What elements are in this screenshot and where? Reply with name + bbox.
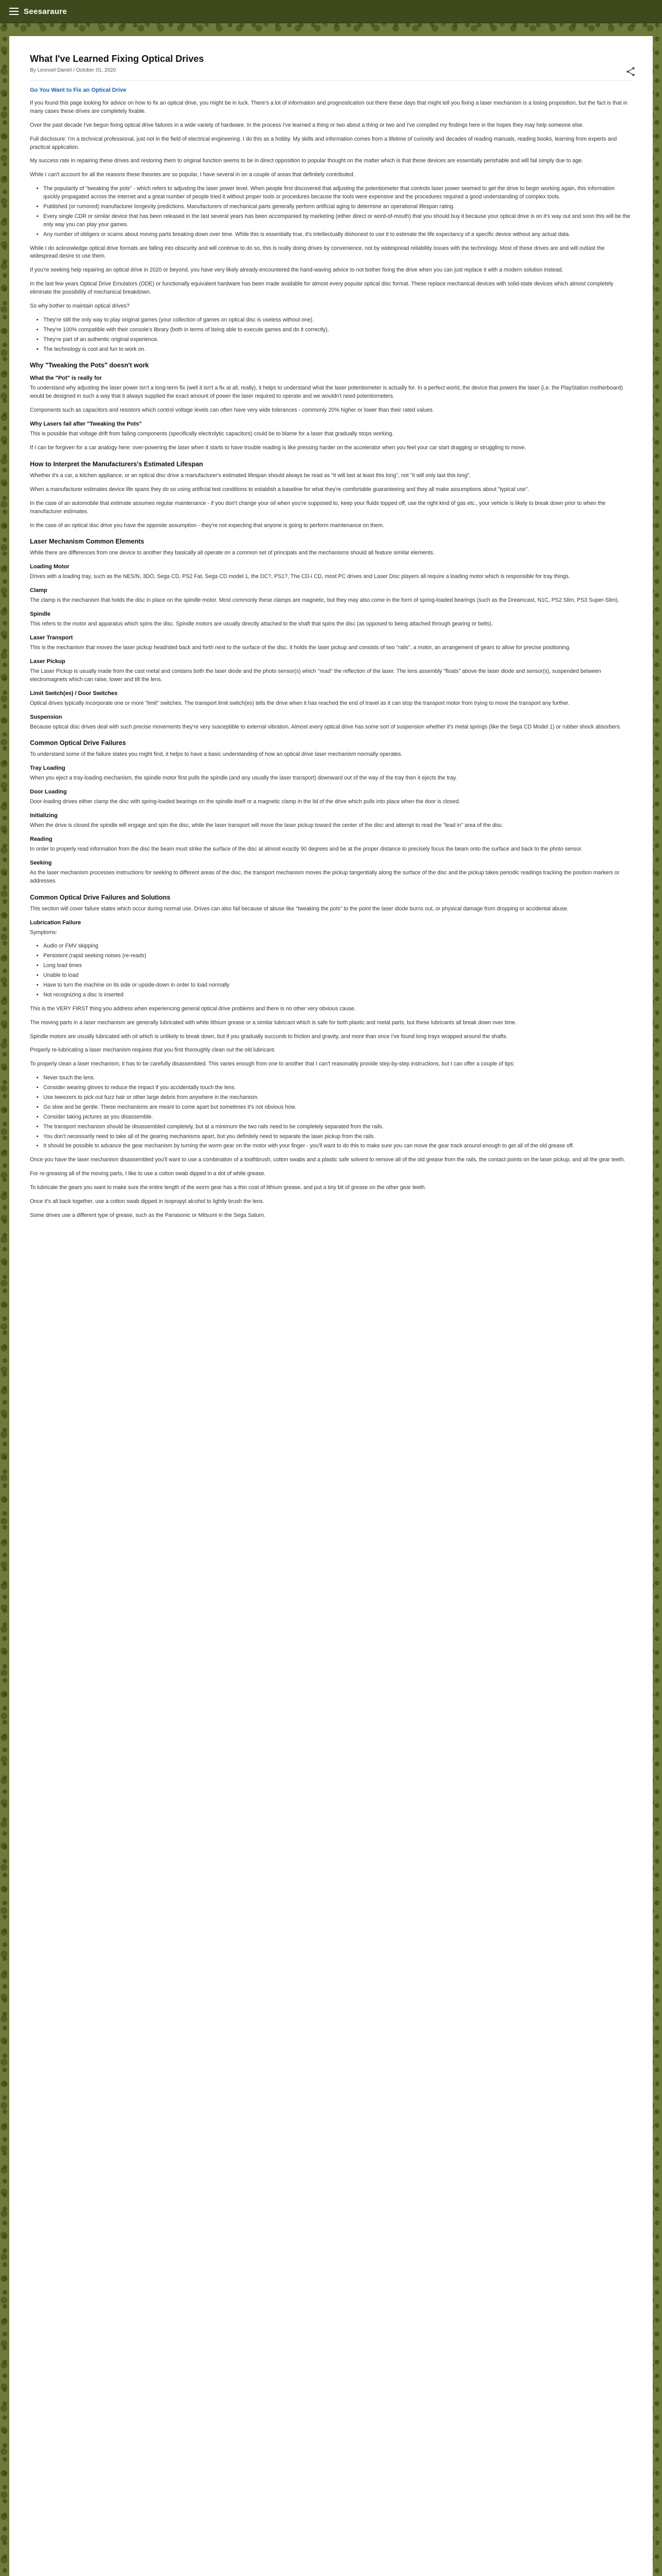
list-item: • Unable to load [43, 972, 632, 980]
subsection-heading: What the "Pot" is really for [30, 375, 102, 382]
subsection-heading: Seeking [30, 859, 52, 866]
paragraph: Once it's all back together, use a cotton swab dipped in isopropyl alcohol to lightly brush the lens. [30, 1198, 264, 1205]
list-item: • Never touch the lens. [43, 1074, 632, 1082]
symptoms-list [30, 942, 632, 999]
menu-icon[interactable] [9, 8, 19, 15]
site-logo[interactable]: Seesaraure [24, 7, 67, 16]
paragraph: This section will cover failure states which occur during normal use. Drives can also fail because of abuse like "tweaking the pots" to the point the laser diode burns out, or physical damage from dropping or accidental abuse. [30, 905, 569, 912]
list-item: • They're part of an authentic original experience. [43, 336, 632, 344]
list-item: • Audio or FMV skipping [43, 942, 632, 951]
subsection-heading: Reading [30, 836, 53, 842]
paragraph: For re-greasing all of the moving parts, I like to use a cotton swab dipped in a dot of white grease. [30, 1171, 266, 1177]
paragraph: Symptoms: [30, 929, 57, 936]
section-heading: Common Optical Drive Failures [30, 739, 126, 747]
subsection-heading: Tray Loading [30, 765, 65, 772]
subsection-heading: Door Loading [30, 789, 67, 795]
paragraph: The Laser Pickup is usually made from the cast metal and contains both the laser diode and the photo sensor(s) which "read" the reflection of the laser. The lens assembly "floats" above the laser diode and sensor(s), suspended between electromagnets which can raise, lower and tilt the lens. [30, 668, 601, 683]
subsection-heading: Why Lasers fail after "Tweaking the Pots" [30, 421, 142, 428]
section-heading: Why "Tweaking the Pots" doesn't work [30, 362, 149, 369]
list-item: • The transport mechanism should be disassembled completely, but at a minimum the two rails need to be completely separated from the rails. [43, 1123, 632, 1131]
list-item: • Published (or rumored) manufacturer longevity predictions. Manufacturers of mechanical parts generally perform artificial aging to determine an operational lifespan rating. [43, 203, 632, 211]
article-meta: By Leonoel Daniel / October 01, 2020 [30, 67, 116, 73]
list-item: • They're 100% compatible with their console's library (both in terms of being able to execute games and do it correctly). [43, 326, 632, 334]
paragraph: The clamp is the mechanism that holds the disc in place on the spindle motor. Most commonly these clamps are magnetic, but they may also come in the form of spring-loaded bearings (such as the Dreamcast, N1C, PS2 Slim, PS3 Super-Slim). [30, 597, 619, 604]
paragraph: While there are differences from one device to another they basically all operate on a common set of principals and the mechanisms should all feature similar elements. [30, 550, 435, 556]
subsection-heading: Laser Pickup [30, 658, 65, 665]
paragraph: As the laser mechanism processes instructions for seeking to different areas of the disc, the transport mechanism moves the pickup tangentially along the surface of the disc and the pickup takes periodic readings tracking the position markers or addresses. [30, 869, 620, 884]
subsection-heading: Lubrication Failure [30, 919, 81, 926]
paragraph: To understand some of the failure states you might find, it helps to have a basic understanding of how an optical drive laser mechanism normally operates. [30, 751, 403, 758]
list-item: • Long load times [43, 962, 632, 970]
subsection-heading: Laser Transport [30, 634, 73, 641]
section-heading: Laser Mechanism Common Elements [30, 538, 144, 546]
list-item: • Consider wearing gloves to reduce the impact if you accidentally touch the lens. [43, 1084, 632, 1092]
why-list [30, 316, 632, 354]
paragraph: Once you have the laser mechanism disassembled you'll want to use a combination of a toothbrush, cotton swabs and a plastic safe solvent to remove all of the old grease from the rails, the contact points on the laser pickup, and all the gear teeth. [30, 1157, 625, 1163]
subsection-heading: Loading Motor [30, 564, 70, 570]
paragraph: Over the past decade I've begun fixing optical drive failures in a wide variety of hardware. In the process I've learned a thing or two about a thing or two and I've compiled my findings here in the hopes they may help someone else. [30, 122, 584, 128]
list-item: • You don't necessarily need to take all of the gearing mechanisms apart, but you definitely need to separate the laser pickup from the rails. [43, 1133, 632, 1141]
paragraph: If you're seeking help repairing an optical drive in 2020 or beyond, you have very likely already encountered the hand-waving advice to not bother fixing the drive when you can just replace it with a modern solution instead. [30, 267, 564, 274]
section-heading: How to Interpret the Manufacturers's Estimated Lifespan [30, 460, 203, 468]
list-item: • It should be possible to advance the gear mechanism by turning the worm gear on the motor with your finger - you'll want to do this to make sure you can move the gear track around enough to get all of the old grease off. [43, 1142, 632, 1150]
paragraph: When a manufacturer estimates device life spans they do so using artificial test conditions to establish a baseline for what they're comfortable guaranteeing and they all make assumptions about "typical use". [30, 486, 529, 493]
list-item: • They're still the only way to play original games (your collection of games on optical disc is useless without one). [43, 316, 632, 325]
paragraph: If I can be forgiven for a car analogy here: over-powering the laser when it starts to have trouble reading is like pressing harder on the accelerator when you feel your car start dragging or struggling to move. [30, 445, 526, 451]
paragraph: So why bother to maintain optical drives? [30, 303, 130, 310]
paragraph: Optical drives typically incorporate one or more "limit" switches. The transport limit switch(es) tells the drive when it has reached the end of travel as it can stop the transport motor from trying to move the transport any further. [30, 700, 570, 706]
paragraph: This is the mechanism that moves the laser pickup head/sled back and forth next to the surface of the disc. It holds the laser pickup and consists of two "rails", a motor, an arrangement of gears to allow for precise positioning. [30, 644, 571, 651]
paragraph: While I do acknowledge optical drive formats are falling into obscurity and will continue to do so, this is really doing drives by convenience, not by widespread reliability issues with the technology. Most of these drives are and will outlast the widespread desire to use them. [30, 245, 605, 260]
site-header [0, 0, 662, 23]
subsection-heading: Initializing [30, 812, 58, 819]
list-item: • Not recognizing a disc is inserted [43, 991, 632, 999]
subsection-heading: Clamp [30, 587, 47, 594]
paragraph: The moving parts in a laser mechanism are generally lubricated with white lithium grease or a similar lubricant which is safe for both plastic and metal parts, but these lubricants all break down over time. [30, 1019, 517, 1026]
subsection-heading: Spindle [30, 611, 51, 618]
list-item: • Every single CDR or similar device that has been released in the last several years has been accompanied by marketing (either direct or word-of-mouth) that you should buy it because your optical drive is on it's way out and soon this will be the only way you can play your games. [43, 213, 632, 229]
paragraph: To lubricate the gears you want to make sure the entire length of the worm gear has a thin coat of lithium grease, and put a tiny bit of grease on the other gear teeth. [30, 1184, 426, 1191]
paragraph: This is possible that voltage drift from failing components (specifically electrolytic capacitors) could be to blame for a laser that gradually stops working. [30, 431, 394, 437]
list-item: • Have to turn the machine on its side or upside-down in order to load normally [43, 981, 632, 990]
list-item: • The popularity of "tweaking the pots" - which refers to adjusting the laser power level. When people first discovered that adjusting the potentiometer that controls laser power seemed to get the drive to begin working again, this information quickly propagated across the internet and a great number of people tried it without proper tools or procedures because the tools were expensive and the procedures required a good understanding of complex tools. [43, 185, 632, 201]
paragraph: While I can't account for all the reasons these theories are so popular, I have several in on a couple of areas that definitely contributed. [30, 172, 355, 178]
list-item: • Go slow and be gentle. These mechanisms are meant to come apart but sometimes it's not obvious how. [43, 1104, 632, 1112]
reasons-list [30, 185, 632, 239]
paragraph: Spindle motors are usually lubricated with oil which is unlikely to break down, but if you gradually succumb to friction and gravity, and more than once I've found long trays wrapped around the shafts. [30, 1033, 508, 1040]
share-icon[interactable] [625, 66, 636, 77]
article-card [9, 36, 653, 2576]
paragraph: To understand why adjusting the laser power isn't a long-term fix (well it isn't a fix at all, really), it helps to understand what the laser potentiometer is actually for. In a perfect world, the device that powers the laser (i.e. the PlayStation motherboard) would be designed in such a way that it always supplied the exact amount of power the laser required to operate and we wouldn't need potentiometers. [30, 385, 623, 400]
paragraph: In order to properly read information from the disc the beam must strike the surface of the disc at almost exactly 90 degrees and be at the proper distance to precisely focus the beam onto the surface and back to the photo sensor. [30, 845, 583, 852]
paragraph: In the last few years Optical Drive Emulators (ODE) or functionally equivalent hardware has been made available for almost every popular optical disc format. These replace mechanical devices with solid-state devices which almost completely eliminate the possibility of mechanical breakdown. [30, 281, 614, 296]
paragraph: When the drive is closed the spindle will engage and spin the disc, while the laser transport will move the laser pickup toward the center of the disc and attempt to read the "lead in" area of the disc. [30, 822, 504, 829]
paragraph: My success rate in repairing these drives and restoring them to original function seems to be in direct opposition to popular thought on the matter which is that these devices are essentially perishable and will fail simply due to age. [30, 158, 583, 164]
paragraph: In the case of an automobile that estimate assumes regular maintenance - if you don't change your oil when you're supposed to, keep your fluids topped off, use the right kind of gas etc., your vehicle is likely to break down prior to when the manufacturer estimates. [30, 500, 606, 515]
list-item: • Use tweezers to pick out fuzz hair or other large debris from anywhere in the mechanism. [43, 1094, 632, 1102]
paragraph: When you eject a tray-loading mechanism, the spindle motor first pulls the spindle (and any usually the laser transport) downward out of the way of the tray then it ejects the tray. [30, 775, 457, 782]
tips-list [30, 1074, 632, 1150]
toc-link[interactable]: Go You Want to Fix an Optical Drive [30, 87, 126, 93]
list-item: • The technology is cool and fun to work on. [43, 346, 632, 354]
paragraph: Some drives use a different type of grease, such as the Panasonic or Mitsumi in the Sega Saturn. [30, 1212, 266, 1218]
paragraph: Door-loading drives either clamp the disc with spring-loaded bearings on the spindle itself or a magnetic clamp in the lid of the drive which pulls into place when the door is closed. [30, 799, 460, 805]
list-item: • Any number of obligers or scams about moving parts breaking down over time. While this is essentially true, it's intellectually dishonest to use it to estimate the life expectancy of a specific device without any actual data. [43, 231, 632, 239]
paragraph: If you found this page looking for advice on how to fix an optical drive, you might be in luck. There's a lot of information and prognostication out there these days that might tell you fixing a laser mechanism is a losing proposition, but the fact is that in many cases these drives are completely fixable. [30, 100, 627, 114]
paragraph: Whether it's a car, a kitchen appliance, or an optical disc drive a manufacturer's estimated lifespan should always be read as "it will last at least this long", not "it will only last this long". [30, 472, 471, 479]
list-item: • Consider taking pictures as you disassemble. [43, 1113, 632, 1122]
paragraph: Components such as capacitors and resistors which control voltage levels can often have very wide tolerances - commonly 20% higher or lower than their rated values. [30, 407, 434, 414]
paragraph: Full disclosure: I'm a technical professional, just not in the field of electrical engineering. I do this as a hobby. My skills and information comes from a lifetime of curiosity and decades of reading manuals, reading books, learning from experts and practical application. [30, 135, 617, 150]
list-item: • Persistent (rapid seeking noises (re-reads) [43, 952, 632, 960]
paragraph: Because optical disc drives deal with such precise movements they're very susceptible to external vibration. Almost every optical drive has some sort of suspension whether it's metal springs (like the Sega CD Model 1) or rubber shock absorbers. [30, 723, 621, 730]
paragraph: This is the VERY FIRST thing you address when experiencing general optical drive problems and there is no other very obvious cause. [30, 1005, 356, 1012]
divider [30, 80, 632, 81]
paragraph: Properly re-lubricating a laser mechanism requires that you first thoroughly clean out the old lubricant. [30, 1047, 276, 1054]
paragraph: Drives with a loading tray, such as the NES/N, 3DO, Sega CD, PS2 Fat, Sega CD model 1, the DC?, PS1?, The CD-i CD, most PC drives and Laser Disc players all require a loading motor which is responsible for tray things. [30, 573, 570, 580]
article-title: What I've Learned Fixing Optical Drives [30, 54, 204, 64]
subsection-heading: Suspension [30, 714, 62, 720]
paragraph: In the case of an optical disc drive you have the opposite assumption - they're not expecting that anyone is going to perform maintenance on them. [30, 522, 384, 529]
subsection-heading: Limit Switch(es) / Door Switches [30, 690, 118, 697]
paragraph: This refers to the motor and apparatus which spins the disc. Spindle motors are usually directly attached to the shaft that spins the disc (as opposed to being attached through gearing or belts). [30, 621, 493, 628]
paragraph: To properly clean a laser mechanism, it has to be carefully disassembled. This varies enough from one to another that I can't reasonably provide step-by-step instructions, but I can offer a couple of tips: [30, 1061, 515, 1067]
section-heading: Common Optical Drive Failures and Solutions [30, 893, 171, 901]
